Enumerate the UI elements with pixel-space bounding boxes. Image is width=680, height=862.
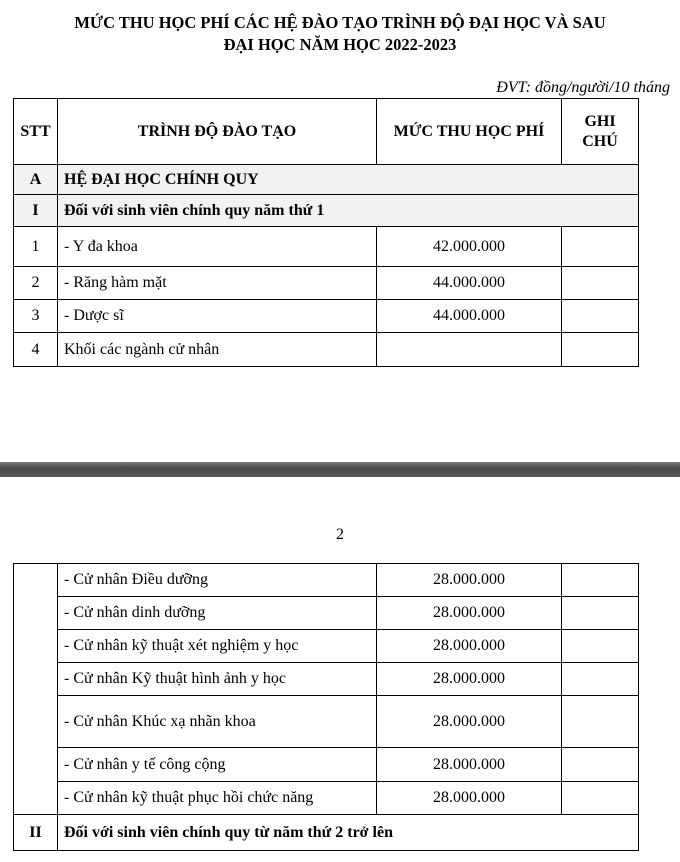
table-row — [14, 267, 639, 300]
row-fee: 28.000.000 — [377, 748, 562, 782]
row-note — [562, 267, 639, 300]
row-name: - Cử nhân kỹ thuật xét nghiệm y học — [58, 630, 377, 663]
row-name: - Cử nhân Khúc xạ nhãn khoa — [58, 696, 377, 748]
header-note — [562, 99, 639, 165]
row-fee: 44.000.000 — [377, 300, 562, 333]
unit-note: ĐVT: đồng/người/10 tháng — [496, 79, 670, 96]
row-fee: 44.000.000 — [377, 267, 562, 300]
row-note — [562, 748, 639, 782]
row-fee: 42.000.000 — [377, 227, 562, 267]
row-note — [562, 782, 639, 815]
row-fee: 28.000.000 — [377, 782, 562, 815]
row-name: HỆ ĐẠI HỌC CHÍNH QUY — [58, 165, 639, 195]
row-stt: II — [14, 815, 58, 851]
header-program: TRÌNH ĐỘ ĐÀO TẠO — [58, 99, 377, 165]
row-name: - Cử nhân y tế công cộng — [58, 748, 377, 782]
table-row — [14, 195, 639, 227]
header-note-line-2: CHÚ — [582, 132, 618, 150]
row-fee — [377, 333, 562, 367]
page-break-divider — [0, 462, 680, 477]
header-stt: STT — [14, 99, 58, 165]
row-note — [562, 597, 639, 630]
row-stt: 4 — [14, 333, 58, 367]
row-fee: 28.000.000 — [377, 663, 562, 696]
table-row — [14, 815, 639, 851]
row-fee: 28.000.000 — [377, 597, 562, 630]
row-name: - Dược sĩ — [58, 300, 377, 333]
merged-stt-cell — [14, 564, 58, 815]
fee-table-page-1 — [13, 98, 639, 367]
table-row — [14, 663, 639, 696]
row-name: - Cử nhân Điều dưỡng — [58, 564, 377, 597]
row-name: - Cử nhân dinh dưỡng — [58, 597, 377, 630]
row-stt: A — [14, 165, 58, 195]
row-name: Đối với sinh viên chính quy từ năm thứ 2 trở lên — [58, 815, 639, 851]
table-row — [14, 165, 639, 195]
row-name: - Y đa khoa — [58, 227, 377, 267]
row-name: - Cử nhân Kỹ thuật hình ảnh y học — [58, 663, 377, 696]
row-stt: 3 — [14, 300, 58, 333]
row-note — [562, 333, 639, 367]
row-fee: 28.000.000 — [377, 564, 562, 597]
row-name: - Cử nhân kỹ thuật phục hồi chức năng — [58, 782, 377, 815]
title-line-2: ĐẠI HỌC NĂM HỌC 2022-2023 — [223, 35, 457, 54]
table-row — [14, 227, 639, 267]
table-header-row — [14, 99, 639, 165]
header-fee: MỨC THU HỌC PHÍ — [377, 99, 562, 165]
row-note — [562, 564, 639, 597]
table-row — [14, 300, 639, 333]
row-note — [562, 630, 639, 663]
table-row — [14, 564, 639, 597]
table-row — [14, 597, 639, 630]
row-stt: I — [14, 195, 58, 227]
row-note — [562, 300, 639, 333]
title-line-1: MỨC THU HỌC PHÍ CÁC HỆ ĐÀO TẠO TRÌNH ĐỘ ĐẠI HỌC VÀ SAU — [74, 13, 606, 32]
table-row — [14, 333, 639, 367]
row-name: Đối với sinh viên chính quy năm thứ 1 — [58, 195, 639, 227]
row-note — [562, 663, 639, 696]
row-name: Khối các ngành cử nhân — [58, 333, 377, 367]
page-number: 2 — [336, 526, 344, 543]
row-note — [562, 696, 639, 748]
table-row — [14, 630, 639, 663]
row-stt: 2 — [14, 267, 58, 300]
row-note — [562, 227, 639, 267]
table-row — [14, 748, 639, 782]
table-row — [14, 782, 639, 815]
row-fee: 28.000.000 — [377, 630, 562, 663]
table-row — [14, 696, 639, 748]
row-stt: 1 — [14, 227, 58, 267]
header-note-line-1: GHI — [584, 112, 616, 130]
document-title — [0, 12, 680, 56]
row-fee: 28.000.000 — [377, 696, 562, 748]
row-name: - Răng hàm mặt — [58, 267, 377, 300]
fee-table-page-2 — [13, 563, 639, 851]
